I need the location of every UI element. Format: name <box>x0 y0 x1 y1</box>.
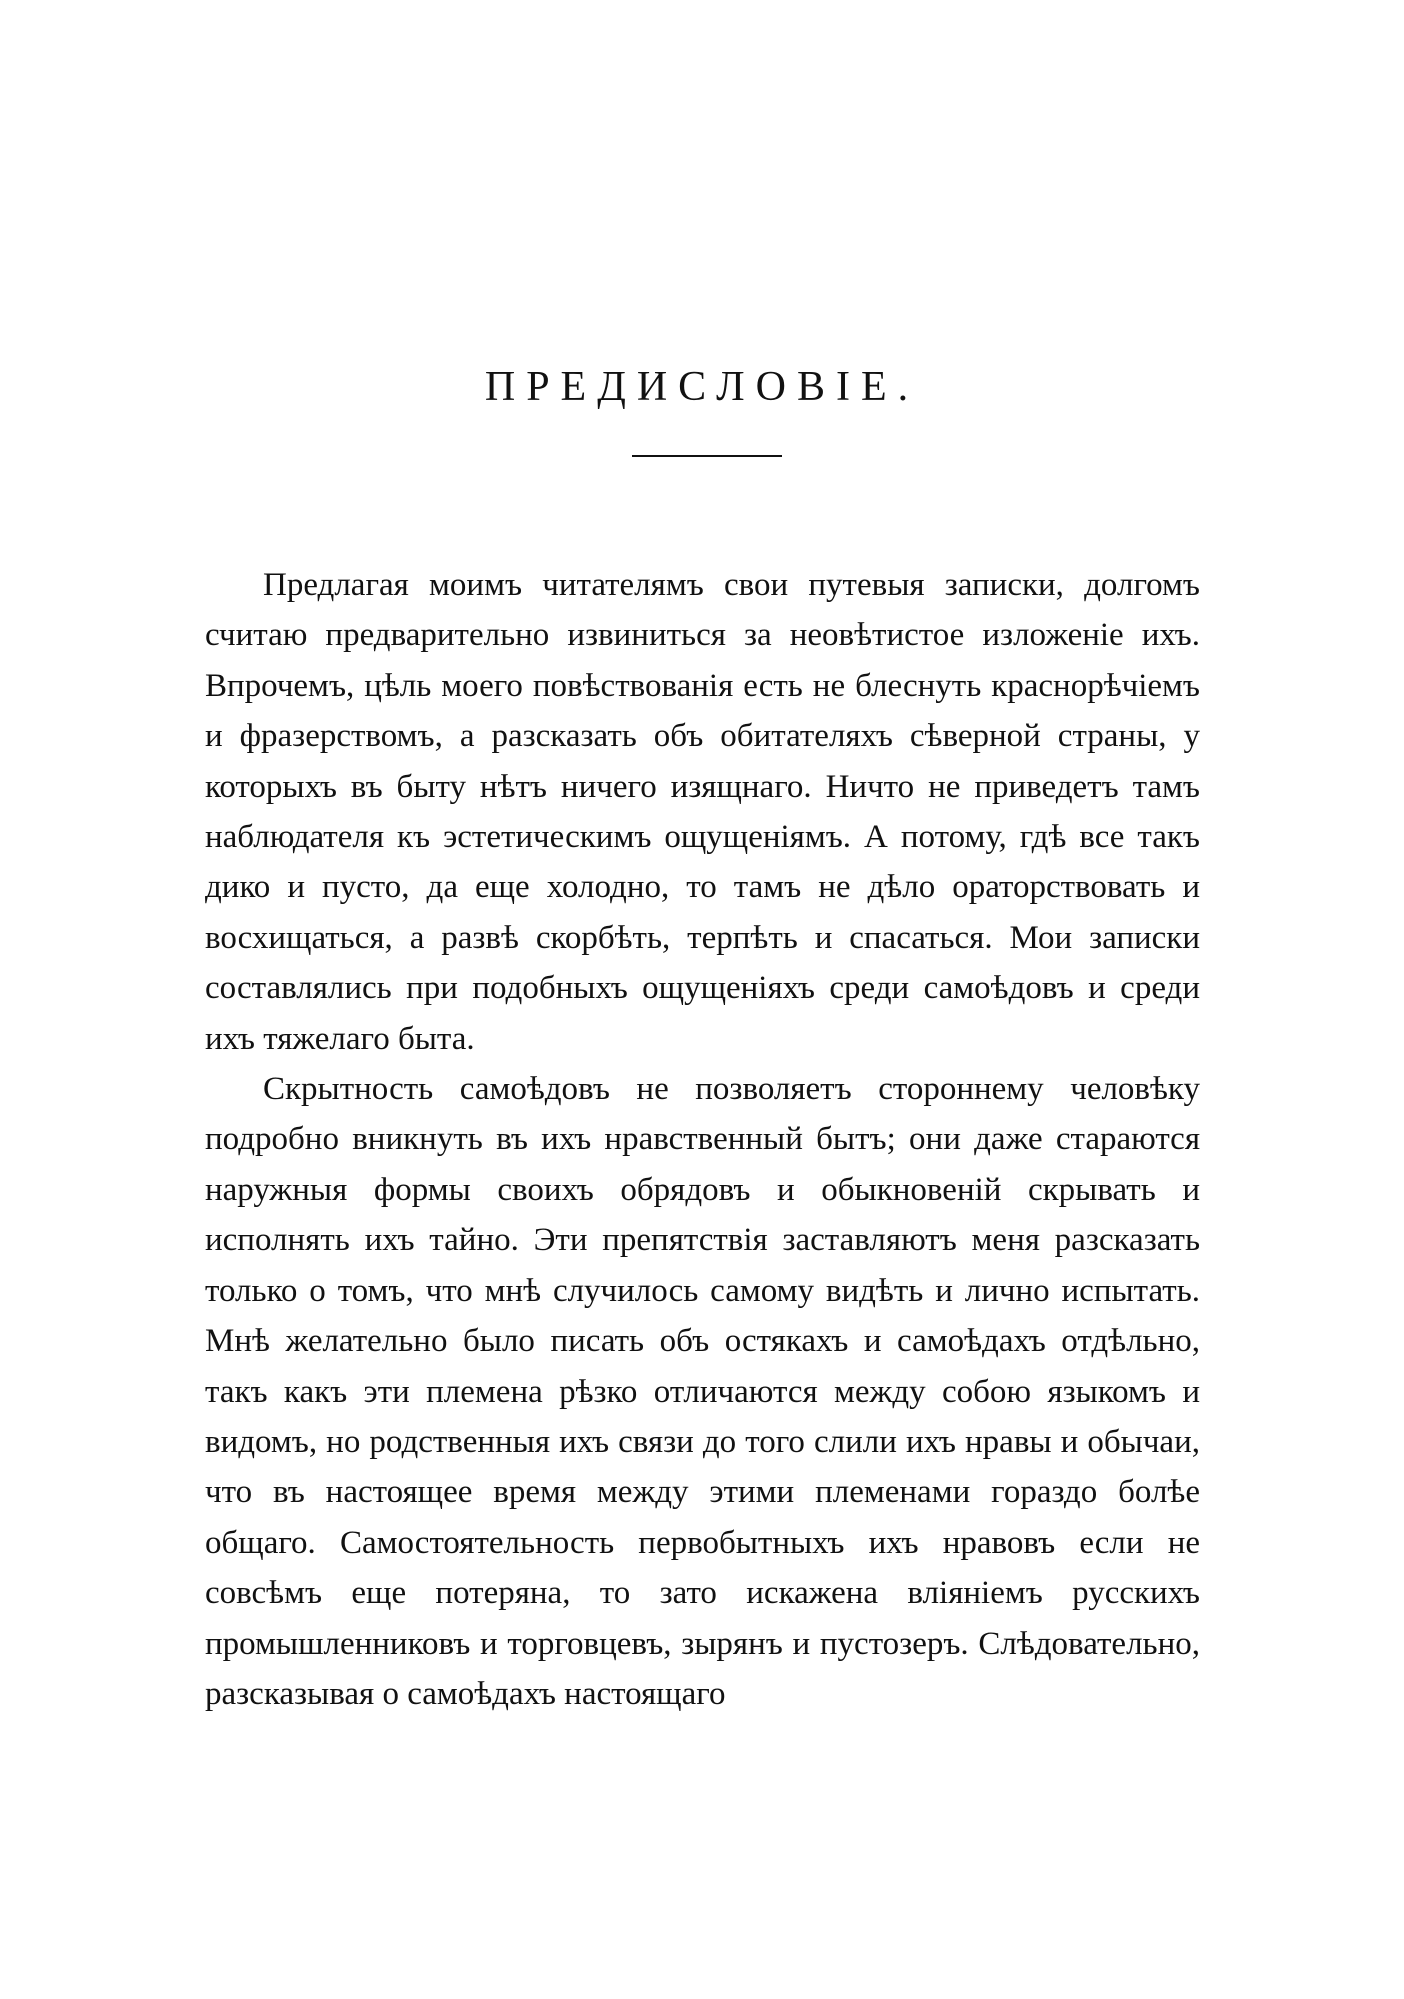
page-title: ПРЕДИСЛОВІЕ. <box>484 364 920 410</box>
paragraph-2: Скрытность самоѣдовъ не позволяетъ стороннему человѣку подробно вникнуть въ ихъ нравственный бытъ; они даже стараются наружныя формы своихъ обрядовъ и обыкновеній скрывать и исполнять ихъ тайно. Эти препятствія заставляютъ меня разсказать только о томъ, что мнѣ случилось самому видѣть и лично испытать. Мнѣ желательно было писать объ остякахъ и самоѣдахъ отдѣльно, такъ какъ эти племена рѣзко отличаются между собою языкомъ и видомъ, но родственныя ихъ связи до того слили ихъ нравы и обычаи, что въ настоящее время между этими племенами гораздо болѣе общаго. Самостоятельность первобытныхъ ихъ нравовъ если не совсѣмъ еще потеряна, то зато искажена вліяніемъ русскихъ промышленниковъ и торговцевъ, зырянъ и пустозеръ. Слѣдовательно, разсказывая о самоѣдахъ настоящаго <box>205 1071 1200 1712</box>
preface-text <box>205 560 1200 1719</box>
title-divider <box>632 455 782 457</box>
paragraph-1: Предлагая моимъ читателямъ свои путевыя записки, долгомъ считаю предварительно извиниться за неовѣтистое изложеніе ихъ. Впрочемъ, цѣль моего повѣствованія есть не блеснуть краснорѣчіемъ и фразерствомъ, а разсказать объ обитателяхъ сѣверной страны, у которыхъ въ быту нѣтъ ничего изящнаго. Ничто не приведетъ тамъ наблюдателя къ эстетическимъ ощущеніямъ. А потому, гдѣ все такъ дико и пусто, да еще холодно, то тамъ не дѣло ораторствовать и восхищаться, а развѣ скорбѣть, терпѣть и спасаться. Мои записки составлялись при подобныхъ ощущеніяхъ среди самоѣдовъ и среди ихъ тяжелаго быта. <box>205 567 1200 1057</box>
